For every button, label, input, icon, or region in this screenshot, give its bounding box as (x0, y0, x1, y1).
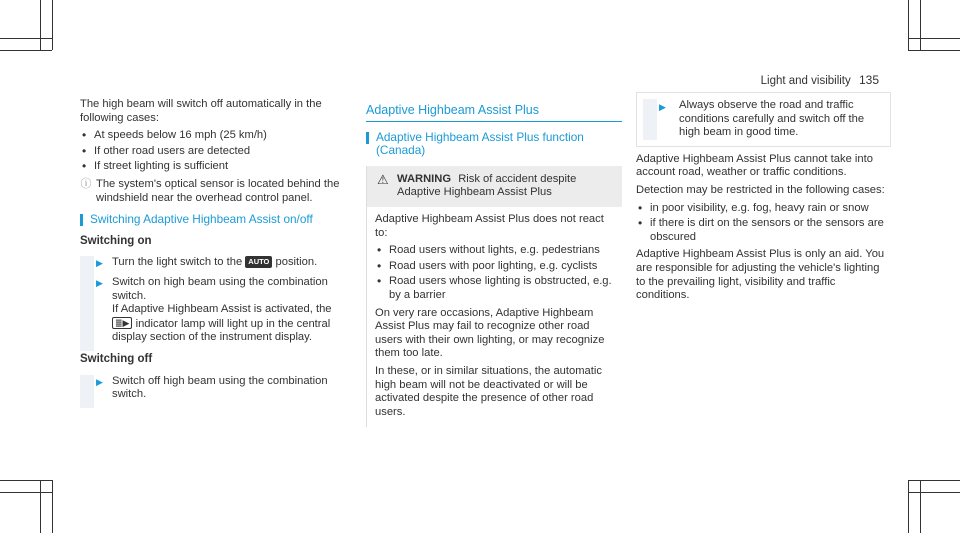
step-bar (80, 375, 94, 408)
page-number: 135 (858, 73, 879, 87)
list-item: • If street lighting is sufficient (80, 160, 350, 174)
play-arrow-icon: ▶ (96, 376, 103, 387)
auto-light-icon: AUTO (245, 256, 272, 268)
subsection-heading: Adaptive Highbeam Assist Plus function (Canada) (366, 131, 622, 158)
crop-mark-bl-v2 (52, 480, 53, 533)
list-item: • Road users with poor lighting, e.g. cyclists (375, 260, 614, 274)
crop-mark-bl-v (40, 480, 41, 533)
warning-triangle-icon: ⚠ (377, 171, 389, 187)
warning-paragraph: On very rare occasions, Adaptive Highbeam Assist Plus may fail to recognize other road users with their own lighting, or may recognize them too late. (375, 306, 605, 360)
warning-intro: Adaptive Highbeam Assist Plus does not react to: (375, 212, 604, 239)
step-bar (643, 99, 657, 140)
crop-mark-tr-v2 (920, 0, 921, 50)
list-item: • If other road users are detected (80, 145, 350, 159)
intro-text: The high beam will switch off automatically in the following cases: (80, 98, 322, 124)
auto-off-list (80, 129, 350, 174)
list-item: • in poor visibility, e.g. fog, heavy rain or snow (636, 202, 891, 216)
step-switch-off (80, 375, 350, 402)
crop-mark-bl-h (0, 480, 52, 481)
step-text: Turn the light switch to the (112, 256, 243, 269)
crop-mark-br-h2 (908, 492, 960, 493)
step-text: position. (275, 256, 318, 269)
play-arrow-icon: ▶ (96, 277, 103, 288)
column-1 (80, 98, 350, 408)
step-text: indicator lamp will light up in the central display section of the instrument display. (112, 317, 331, 344)
warning-paragraph: In these, or in similar situations, the automatic high beam will not be deactivated or will be activated despite the presence of other road users. (375, 364, 602, 418)
warning-header (367, 166, 622, 207)
section-name: Light and visibility (760, 75, 851, 87)
warning-body (367, 207, 622, 427)
step-text: Switch off high beam using the combination switch. (112, 374, 328, 401)
step-bar (80, 276, 94, 351)
section-title: Adaptive Highbeam Assist Plus (366, 104, 622, 122)
crop-mark-tr-h (908, 38, 960, 39)
paragraph: Adaptive Highbeam Assist Plus cannot take into account road, weather or traffic conditions. (636, 152, 873, 179)
info-note (80, 178, 350, 205)
high-beam-assist-icon: ≣▶ (112, 317, 132, 329)
warning-continuation-box (636, 92, 891, 147)
crop-mark-br-v2 (920, 480, 921, 533)
paragraph: Detection may be restricted in the following cases: (636, 183, 885, 196)
running-header (761, 73, 879, 87)
list-item: • Road users without lights, e.g. pedestrians (375, 244, 614, 258)
play-arrow-icon: ▶ (96, 258, 103, 269)
switching-off-heading: Switching off (80, 352, 153, 365)
column-2 (366, 104, 622, 431)
step-text: Switch on high beam using the combination switch. (112, 275, 328, 302)
step-text: If Adaptive Highbeam Assist is activated, the (112, 303, 332, 316)
crop-mark-tr-h2 (908, 50, 960, 51)
step-text: Always observe the road and traffic conditions carefully and switch off the high beam in good time. (679, 99, 865, 139)
list-item: • At speeds below 16 mph (25 km/h) (80, 129, 350, 143)
play-arrow-icon: ▶ (659, 102, 666, 112)
subsection-heading: Switching Adaptive Highbeam Assist on/off (80, 213, 350, 227)
note-text: The system's optical sensor is located behind the windshield near the overhead control panel. (96, 177, 340, 204)
warning-box (366, 166, 622, 428)
list-item: • Road users whose lighting is obstructed, e.g. by a barrier (375, 275, 614, 302)
crop-mark-tl-h2 (0, 50, 52, 51)
crop-mark-br-v (908, 480, 909, 533)
step-switch-on (80, 276, 350, 345)
info-icon: ⓘ (80, 177, 92, 190)
crop-mark-tl-v2 (52, 0, 53, 50)
detection-list (636, 202, 891, 245)
crop-mark-br-h (908, 480, 960, 481)
switching-on-heading: Switching on (80, 234, 152, 247)
crop-mark-tl-h (0, 38, 52, 39)
paragraph: Adaptive Highbeam Assist Plus is only an aid. You are responsible for adjusting the vehicle's lighting to the prevailing light, visibility and traffic conditions. (636, 248, 885, 302)
warning-title: Risk of accident despite Adaptive Highbeam Assist Plus (397, 172, 577, 199)
crop-mark-tl-v (40, 0, 41, 50)
step-bar (80, 256, 94, 276)
crop-mark-bl-h2 (0, 492, 52, 493)
step-turn-switch (80, 256, 350, 270)
warning-list (375, 244, 614, 302)
warning-label: WARNING (397, 172, 452, 185)
crop-mark-tr-v (908, 0, 909, 50)
column-3 (636, 92, 891, 307)
list-item: • if there is dirt on the sensors or the sensors are obscured (636, 217, 891, 244)
